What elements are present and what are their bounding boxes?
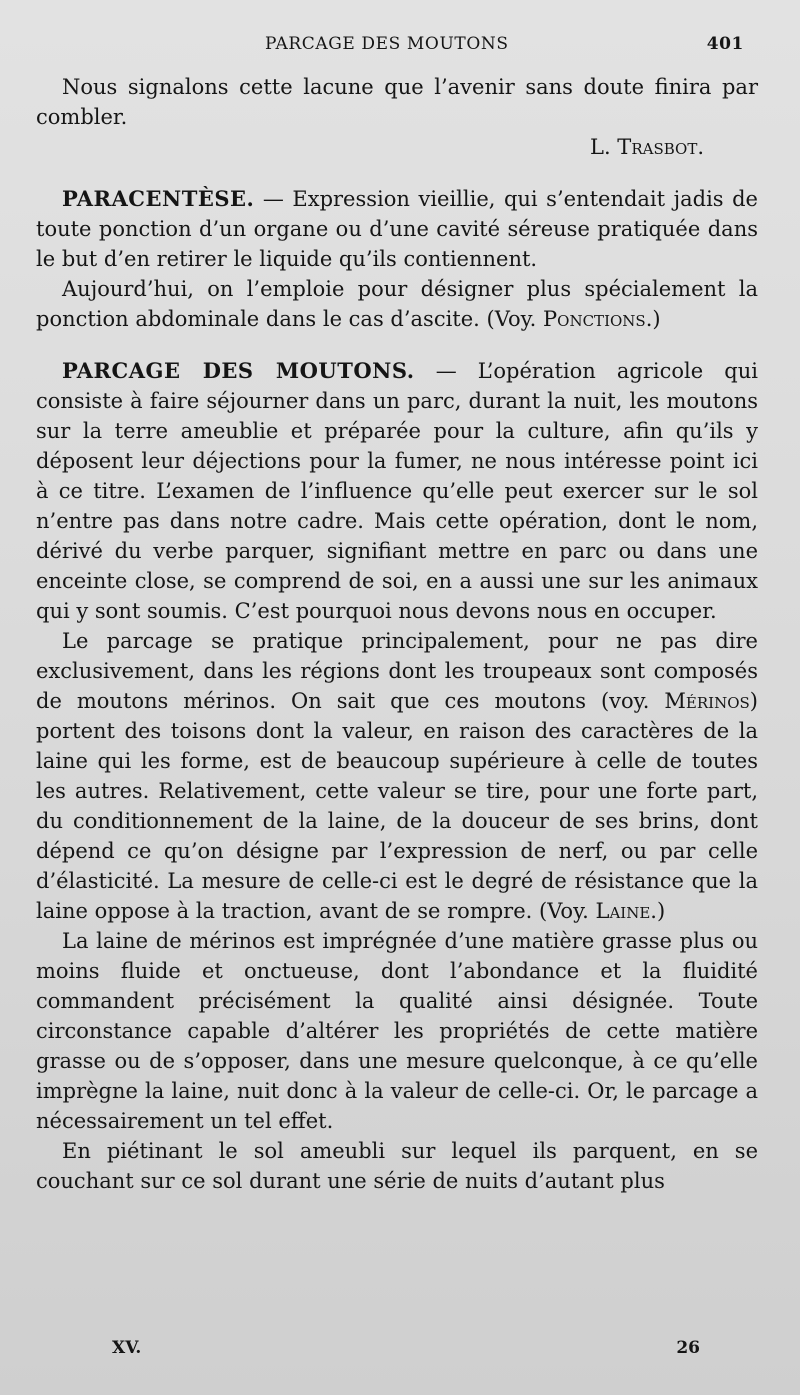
author-signature [36, 132, 758, 162]
paragraph-pietinant: En piétinant le sol ameubli sur lequel ils parquent, en se couchant sur ce sol durant une série de nuits d’autant plus [36, 1139, 758, 1193]
entry-headword: PARACENTÈSE. [62, 186, 255, 211]
running-title: PARCAGE DES MOUTONS [265, 34, 509, 54]
signature-text: L. Trasbot. [590, 135, 704, 159]
paragraph-aujourdhui [36, 274, 758, 334]
sheet-number: 26 [676, 1338, 700, 1358]
signature-mark: XV. [112, 1338, 142, 1358]
entry-paracentese [36, 184, 758, 274]
running-head [0, 34, 800, 60]
paragraph-text-b: ) portent des toisons dont la valeur, en raison des caractères de la laine qui les forme, est de beaucoup supérieure à celle de toutes les autres. Relativement, cette valeur se tire, pour une forte part, du conditionnement de la laine, de la douceur de ses brins, dont dépend ce qu’on désigne par l’expression de nerf, ou par celle d’élasticité. La mesure de celle-ci est le degré de résistance que la laine oppose à la traction, avant de se rompre. (Voy. [36, 689, 758, 923]
paragraph-lacune: Nous signalons cette lacune que l’avenir sans doute finira par combler. [36, 75, 758, 129]
entry-text: — L’opération agricole qui consiste à faire séjourner dans un parc, durant la nuit, les moutons sur la terre ameublie et préparée pour la culture, afin qu’ils y déposent leur déjections pour la fumer, ne nous intéresse point ici à ce titre. L’examen de l’influence qu’elle peut exercer sur le sol n’entre pas dans notre cadre. Mais cette opération, dont le nom, dérivé du verbe parquer, signifiant mettre en parc ou dans une enceinte close, se comprend de soi, en a aussi une sur les animaux qui y sont soumis. C’est pourquoi nous devons nous en occuper. [36, 359, 758, 623]
paragraph-text: Aujourd’hui, on l’emploie pour désigner plus spécialement la ponction abdominale dans le cas d’ascite. (Voy. [36, 277, 758, 331]
paragraph-end: .) [645, 307, 661, 331]
entry-headword: PARCAGE DES MOUTONS. [62, 358, 415, 383]
cross-reference-merinos: Mérinos [664, 689, 750, 713]
page-footer [0, 1338, 800, 1364]
cross-reference-ponctions: Ponctions [543, 307, 646, 331]
cross-reference-laine: Laine [595, 899, 651, 923]
paragraph-laine: La laine de mérinos est imprégnée d’une matière grasse plus ou moins fluide et onctueuse, dont l’abondance et la fluidité commandent précisément la qualité ainsi désignée. Toute circonstance capable d’altérer les propriétés de cette matière grasse ou de s’opposer, dans une mesure quelconque, à ce qu’elle imprègne la laine, nuit donc à la valeur de celle-ci. Or, le parcage a nécessairement un tel effet. [36, 929, 758, 1133]
paragraph-text-c: .) [650, 899, 666, 923]
page-number: 401 [706, 34, 744, 54]
entry-text: — Expression vieillie, qui s’entendait jadis de toute ponction d’un organe ou d’une cavité séreuse pratiquée dans le but d’en retirer le liquide qu’ils contiennent. [36, 187, 758, 271]
entry-parcage [36, 356, 758, 626]
page-content [36, 72, 758, 1196]
paragraph-merinos [36, 626, 758, 926]
paragraph-text-a: Le parcage se pratique principalement, pour ne pas dire exclusivement, dans les régions dont les troupeaux sont composés de moutons mérinos. On sait que ces moutons (voy. [36, 629, 758, 713]
